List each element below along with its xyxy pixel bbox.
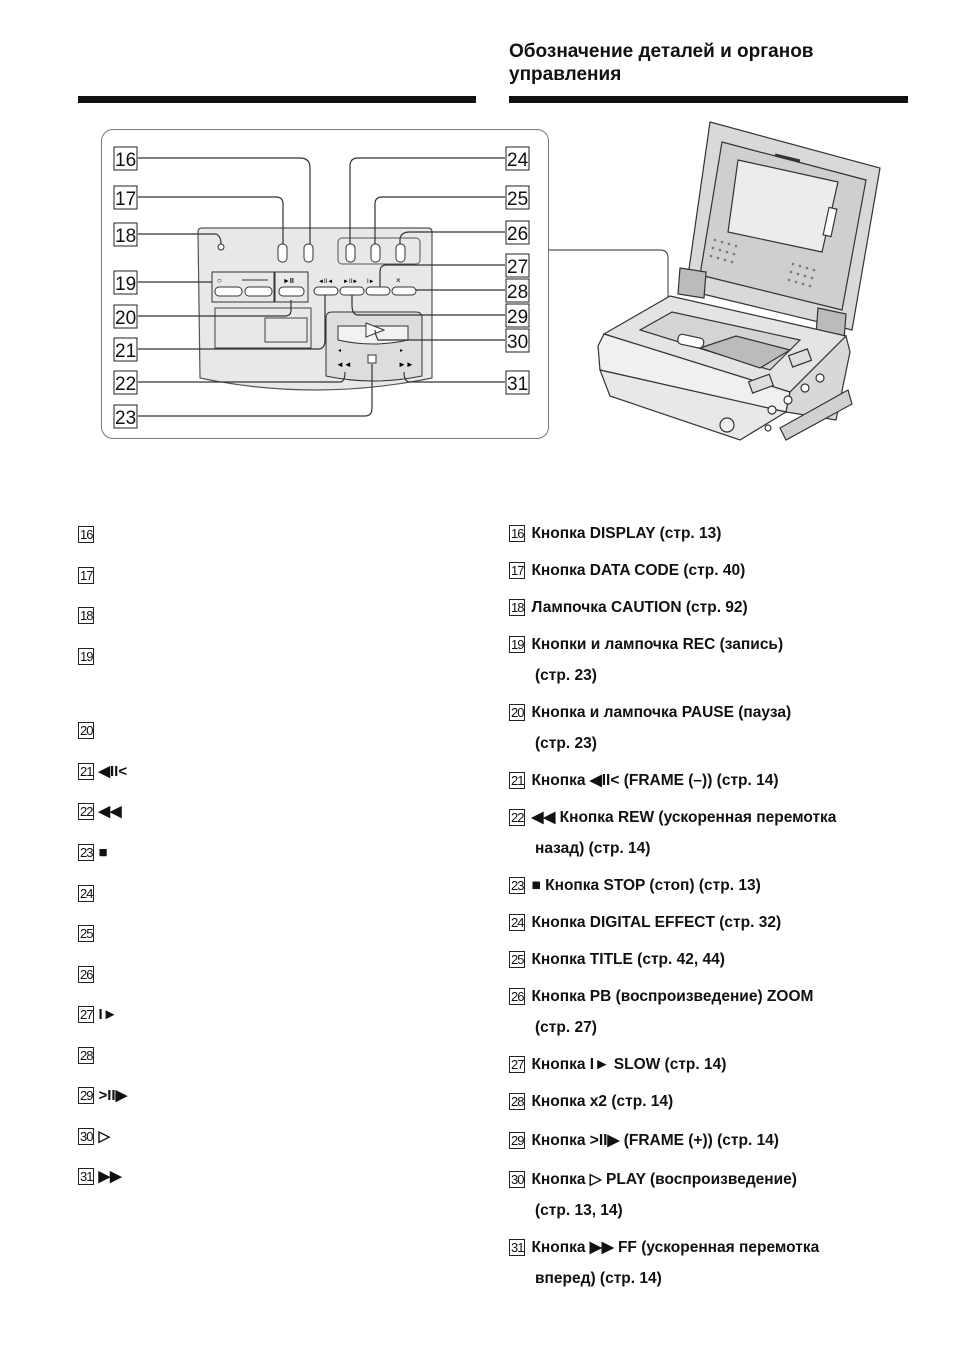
rec-circle-label: ○ [217,276,222,285]
left-item-27: 27 I► [80,1005,118,1023]
page-title-line2: управления [509,64,622,85]
diagram-label-17: 17 [115,189,137,210]
diagram-label-26: 26 [507,224,529,245]
control-panel-diagram [0,0,954,470]
left-item-29: 29 >II▶ [80,1086,128,1104]
left-item-23: 23 ■ [80,843,108,861]
left-item-18: 18 [80,607,93,623]
diagram-label-27: 27 [507,257,529,278]
right-item-30: 30 Кнопка ▷ PLAY (воспроизведение) (стр. 13, 14) [511,1171,797,1219]
left-item-30: 30 ▷ [80,1127,111,1145]
x2-symbol: × [396,276,401,285]
left-item-22: 22 ◀◀ [80,802,122,820]
left-item-16: 16 [80,526,93,542]
right-item-22: 22 ◀◀ Кнопка REW (ускоренная перемотка назад) (стр. 14) [511,809,837,857]
right-item-16: 16 Кнопка DISPLAY (стр. 13) [511,525,722,542]
right-item-27: 27 Кнопка I► SLOW (стр. 14) [511,1056,727,1073]
right-item-20: 20 Кнопка и лампочка PAUSE (пауза) (стр. 23) [511,704,792,752]
diagram-label-23: 23 [115,408,137,429]
left-item-31: 31 ▶▶ [80,1167,122,1185]
right-item-18: 18 Лампочка CAUTION (стр. 92) [511,599,748,616]
frame-minus-symbol: ◄II◄ [318,279,334,285]
diagram-label-25: 25 [507,189,529,210]
device-illustration [598,122,880,440]
diagram-label-16: 16 [115,150,137,171]
left-item-17: 17 [80,567,93,583]
rew-symbol: ◄◄ [336,360,352,369]
left-item-21: 21 ◀II< [80,762,128,780]
left-item-28: 28 [80,1047,93,1063]
right-item-23: 23 ■ Кнопка STOP (стоп) (стр. 13) [511,877,761,894]
diagram-label-31: 31 [507,374,529,395]
right-item-17: 17 Кнопка DATA CODE (стр. 40) [511,562,746,579]
left-item-19: 19 [80,648,93,664]
left-item-20: 20 [80,722,93,738]
right-item-26: 26 Кнопка PB (воспроизведение) ZOOM (стр. 27) [511,988,814,1036]
right-item-31: 31 Кнопка ▶▶ FF (ускоренная перемотка вперед) (стр. 14) [511,1239,820,1287]
right-item-24: 24 Кнопка DIGITAL EFFECT (стр. 32) [511,914,782,931]
svg-text:▸: ▸ [400,348,404,354]
slow-symbol: I► [367,279,375,285]
diagram-label-30: 30 [507,332,529,353]
right-item-25: 25 Кнопка TITLE (стр. 42, 44) [511,951,725,968]
diagram-label-21: 21 [115,341,137,362]
right-item-21: 21 Кнопка ◀II< (FRAME (–)) (стр. 14) [511,772,779,789]
diagram-label-24: 24 [507,150,529,171]
left-item-24: 24 [80,885,93,901]
diagram-label-29: 29 [507,307,529,328]
diagram-label-20: 20 [115,308,137,329]
page-title-line1: Обозначение деталей и органов [509,41,814,62]
diagram-label-28: 28 [507,282,529,303]
diagram-label-22: 22 [115,374,137,395]
diagram-label-18: 18 [115,226,137,247]
right-item-28: 28 Кнопка x2 (стр. 14) [511,1093,674,1110]
ff-symbol: ►► [398,360,414,369]
svg-text:◂: ◂ [338,348,342,354]
diagram-label-19: 19 [115,274,137,295]
right-item-29: 29 Кнопка >II▶ (FRAME (+)) (стр. 14) [511,1132,779,1149]
pause-symbol: ►II [283,278,294,285]
right-item-19: 19 Кнопки и лампочка REC (запись) (стр. 23) [511,636,784,684]
left-item-25: 25 [80,925,93,941]
left-item-26: 26 [80,966,93,982]
frame-plus-symbol: ►II► [343,279,359,285]
